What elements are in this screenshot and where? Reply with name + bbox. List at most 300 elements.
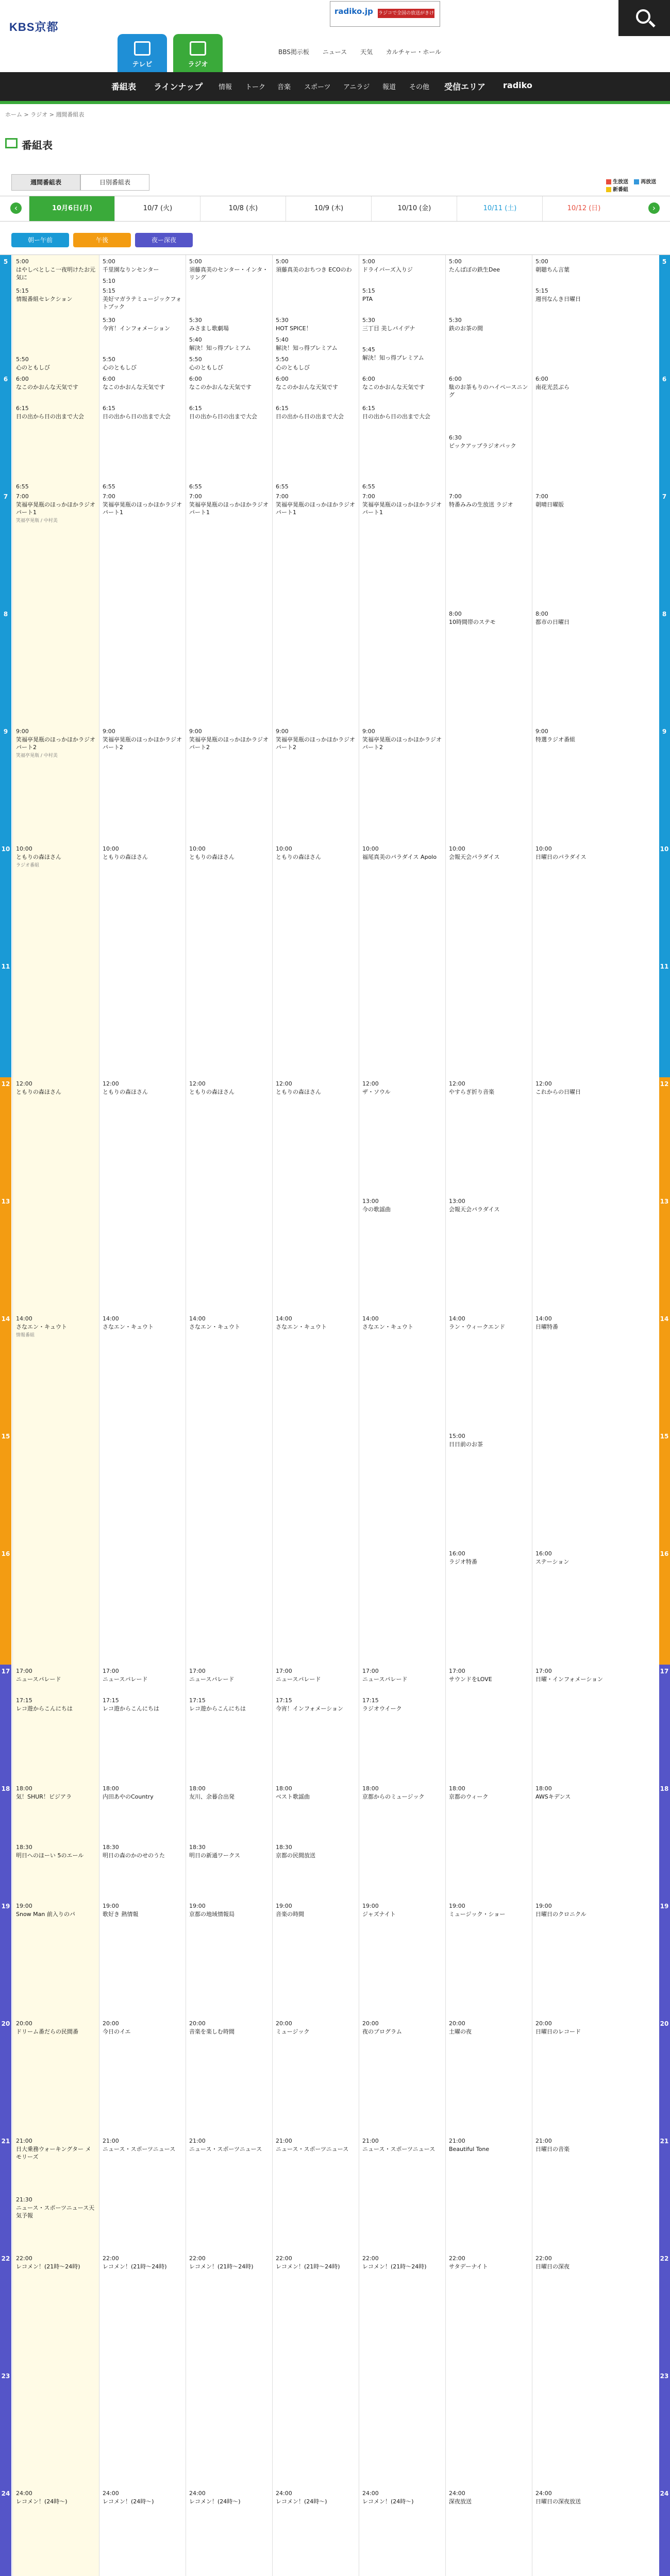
program-cell[interactable] [13, 255, 99, 285]
program-cell[interactable] [273, 1665, 359, 1694]
program-title[interactable]: 今宵！インフォメーション [276, 1705, 344, 1712]
program-title[interactable]: ミュージック・ショー [449, 1911, 506, 1918]
program-cell[interactable] [186, 372, 273, 402]
program-title[interactable]: 日の出から日の出まで大会 [276, 413, 344, 420]
program-cell[interactable] [273, 353, 359, 373]
program-title[interactable]: さなエン・キュウト [189, 1324, 240, 1330]
program-title[interactable]: ミュージック [276, 2028, 310, 2035]
program-title[interactable]: レコメン！(24時〜) [362, 2498, 414, 2505]
program-title[interactable]: ともりの森ほさん [16, 1089, 61, 1095]
program-cell[interactable] [359, 1077, 446, 1195]
program-cell[interactable] [186, 353, 273, 373]
program-cell[interactable] [13, 2487, 99, 2576]
program-title[interactable]: レコメン！(24時〜) [103, 2498, 154, 2505]
kbs-logo[interactable]: KBS京都 [9, 21, 59, 33]
program-title[interactable]: 明日へのほーい 5のエール [16, 1852, 84, 1859]
program-cell[interactable] [186, 2487, 273, 2576]
program-title[interactable]: レコメン！(24時〜) [276, 2498, 327, 2505]
program-cell[interactable] [446, 255, 532, 314]
program-cell[interactable] [13, 1312, 99, 1665]
program-cell[interactable] [273, 2134, 359, 2252]
program-title[interactable]: 笑福亭晃瓶のほっかほかラジオ パート1 [276, 501, 355, 516]
program-cell[interactable] [532, 2017, 659, 2135]
program-cell[interactable] [186, 2017, 273, 2135]
program-title[interactable]: ともりの森ほさん [189, 854, 234, 860]
program-cell[interactable] [99, 1665, 186, 1694]
program-title[interactable]: AWSキデンス [535, 1793, 571, 1800]
program-cell[interactable] [446, 2252, 532, 2487]
program-cell[interactable] [99, 1900, 186, 2018]
program-title[interactable]: 今の歌謡曲 [362, 1206, 391, 1213]
program-title[interactable]: 音楽の時間 [276, 1911, 304, 1918]
program-cell[interactable] [359, 1312, 446, 1665]
program-title[interactable]: 解決！知っ得プレミアム [276, 345, 338, 351]
program-title[interactable]: 日曜日のクロニクル [535, 1911, 587, 1918]
program-cell[interactable] [273, 333, 359, 353]
program-cell[interactable] [273, 1782, 359, 1841]
program-cell[interactable] [13, 842, 99, 1078]
program-cell[interactable] [446, 490, 532, 608]
program-title[interactable]: 須藤真美のセンター・インタ・リング [189, 266, 269, 281]
program-title[interactable]: ピックアップラジオパック [449, 443, 516, 449]
program-title[interactable]: 笑福亭晃瓶のほっかほかラジオ パート1 [16, 501, 95, 516]
program-cell[interactable] [99, 353, 186, 373]
program-title[interactable]: 日の出から日の出まで大会 [16, 413, 84, 420]
program-cell[interactable] [446, 607, 532, 843]
tab-radio[interactable] [173, 34, 223, 72]
program-title[interactable]: なこのかおんな天気です [189, 384, 252, 391]
program-title[interactable]: ともりの森ほさん [103, 1089, 148, 1095]
program-cell[interactable] [99, 1841, 186, 1900]
program-cell[interactable] [186, 1665, 273, 1694]
program-cell[interactable] [446, 1195, 532, 1313]
program-cell[interactable] [186, 314, 273, 334]
program-title[interactable]: ニュース・スポーツニュース [189, 2146, 262, 2153]
program-cell[interactable] [273, 1841, 359, 1900]
program-cell[interactable] [273, 1900, 359, 2018]
program-title[interactable]: 美好マガラテミュージックフォトブック [103, 296, 182, 310]
tab-tv[interactable] [118, 34, 167, 72]
nav-music[interactable]: 音楽 [277, 83, 291, 91]
program-title[interactable]: ニュース・スポーツニュース [362, 2146, 435, 2153]
program-cell[interactable] [532, 1312, 659, 1548]
program-cell[interactable] [446, 1312, 532, 1430]
program-cell[interactable] [446, 1782, 532, 1900]
program-title[interactable]: さなエン・キュウト [16, 1324, 67, 1330]
nav-lineup[interactable]: ラインナップ [154, 82, 203, 92]
program-cell[interactable] [13, 490, 99, 725]
program-cell[interactable] [99, 1782, 186, 1841]
program-cell[interactable] [13, 480, 99, 491]
link-bbs[interactable]: BBS掲示板 [278, 48, 309, 56]
program-title[interactable]: 日日前のお茶 [449, 1441, 483, 1448]
program-cell[interactable] [359, 255, 446, 285]
program-title[interactable]: さなエン・キュウト [362, 1324, 413, 1330]
program-cell[interactable] [359, 842, 446, 1078]
program-cell[interactable] [186, 333, 273, 353]
program-cell[interactable] [99, 255, 186, 275]
program-title[interactable]: ラン・ウィークエンド [449, 1324, 506, 1330]
program-title[interactable]: 須藤真美のおちつき ECOのわ [276, 266, 352, 273]
program-title[interactable]: レコメン！(24時〜) [189, 2498, 241, 2505]
date-cell[interactable]: 10/7 (火) [114, 196, 200, 221]
program-cell[interactable] [273, 842, 359, 1078]
program-cell[interactable] [446, 842, 532, 1078]
program-cell[interactable] [359, 1900, 446, 2018]
program-title[interactable]: 日曜日のレコード [535, 2028, 581, 2035]
program-title[interactable]: 京都の民間放送 [276, 1852, 315, 1859]
filter-afternoon-button[interactable]: 午後 [73, 233, 131, 247]
program-title[interactable]: レコメン！(21時〜24時) [362, 2263, 427, 2270]
program-title[interactable]: 今日のイエ [103, 2028, 131, 2035]
program-cell[interactable] [13, 402, 99, 481]
program-title[interactable]: なこのかおんな天気です [16, 384, 78, 391]
program-cell[interactable] [359, 725, 446, 843]
program-cell[interactable] [13, 1841, 99, 1900]
program-cell[interactable] [359, 490, 446, 725]
program-title[interactable]: 明日の森のかのせのうた [103, 1852, 165, 1859]
program-title[interactable]: 日大乗務ウォーキングター メモリーズ [16, 2146, 91, 2160]
program-cell[interactable] [99, 1077, 186, 1313]
program-cell[interactable] [532, 1077, 659, 1313]
program-cell[interactable] [359, 2134, 446, 2252]
program-title[interactable]: 日曜日のパラダイス [535, 854, 587, 860]
program-cell[interactable] [359, 480, 446, 491]
program-cell[interactable] [13, 353, 99, 373]
program-cell[interactable] [273, 1312, 359, 1665]
program-cell[interactable] [532, 372, 659, 490]
program-cell[interactable] [273, 255, 359, 314]
program-cell[interactable] [532, 1665, 659, 1783]
nav-talk[interactable]: トーク [245, 83, 266, 91]
program-title[interactable]: 会報天会パラダイス [449, 1206, 500, 1213]
program-title[interactable]: 心のともしび [276, 364, 310, 371]
program-title[interactable]: 三丁目 美しパイデナ [362, 325, 415, 332]
date-cell[interactable]: 10/9 (木) [286, 196, 372, 221]
program-cell[interactable] [186, 402, 273, 481]
program-cell[interactable] [186, 725, 273, 843]
program-title[interactable]: ニュースパレード [103, 1676, 148, 1683]
program-cell[interactable] [186, 2134, 273, 2252]
program-cell[interactable] [186, 1841, 273, 1900]
program-title[interactable]: レコメン！(24時〜) [16, 2498, 68, 2505]
program-cell[interactable] [99, 402, 186, 481]
program-title[interactable]: ニュースパレード [189, 1676, 234, 1683]
nav-sports[interactable]: スポーツ [304, 83, 331, 91]
program-cell[interactable] [532, 1782, 659, 1900]
program-cell[interactable] [99, 490, 186, 725]
program-cell[interactable] [359, 2252, 446, 2487]
program-title[interactable]: ステーション [535, 1558, 569, 1565]
tab-daily[interactable]: 日別番組表 [80, 174, 149, 191]
nav-schedule[interactable]: 番組表 [111, 82, 137, 92]
program-cell[interactable] [446, 1430, 532, 1548]
program-title[interactable]: 解決！知っ得プレミアム [189, 345, 251, 351]
program-title[interactable]: ラジオウイーク [362, 1705, 402, 1712]
program-cell[interactable] [446, 2487, 532, 2576]
filter-morning-button[interactable]: 朝ー午前 [11, 233, 69, 247]
program-title[interactable]: ニュースパレード [276, 1676, 321, 1683]
program-title[interactable]: サウンドをLOVE [449, 1676, 492, 1683]
program-cell[interactable] [13, 372, 99, 402]
program-title[interactable]: これからの日曜日 [535, 1089, 581, 1095]
program-cell[interactable] [186, 1694, 273, 1783]
program-cell[interactable] [532, 842, 659, 1078]
program-cell[interactable] [99, 1312, 186, 1665]
program-title[interactable]: 駄のお茶もりのハイペースニング [449, 384, 528, 398]
program-cell[interactable] [446, 2134, 532, 2252]
program-cell[interactable] [273, 2252, 359, 2487]
program-title[interactable]: ベスト歌謡曲 [276, 1793, 310, 1800]
program-title[interactable]: 日の出から日の出まで大会 [189, 413, 257, 420]
program-title[interactable]: さなエン・キュウト [103, 1324, 154, 1330]
program-title[interactable]: 日の出から日の出まで大会 [362, 413, 430, 420]
program-cell[interactable] [532, 284, 659, 373]
program-title[interactable]: 歌好き 熱情報 [103, 1911, 139, 1918]
next-week-button[interactable]: › [648, 202, 660, 214]
program-title[interactable]: 気！SHUR！ビジアラ [16, 1793, 72, 1800]
tab-weekly[interactable]: 週間番組表 [11, 174, 80, 191]
program-title[interactable]: ともりの森ほさん [276, 1089, 321, 1095]
program-title[interactable]: ニュース・スポーツニュース天気予報 [16, 2205, 95, 2219]
program-cell[interactable] [99, 275, 186, 285]
program-title[interactable]: 日曜特番 [535, 1324, 558, 1330]
program-title[interactable]: ニュース・スポーツニュース [103, 2146, 176, 2153]
program-cell[interactable] [273, 1077, 359, 1313]
program-title[interactable]: レコメン！(21時〜24時) [103, 2263, 167, 2270]
program-title[interactable]: サタデーナイト [449, 2263, 488, 2270]
program-cell[interactable] [186, 1782, 273, 1841]
nav-other[interactable]: その他 [409, 83, 430, 91]
program-cell[interactable] [532, 2134, 659, 2252]
program-title[interactable]: ともりの森ほさん [16, 854, 61, 860]
program-cell[interactable] [446, 1665, 532, 1783]
program-cell[interactable] [186, 1312, 273, 1665]
program-title[interactable]: 心のともしび [103, 364, 137, 371]
program-title[interactable]: ニュースパレード [16, 1676, 61, 1683]
program-title[interactable]: 笑福亭晃瓶のほっかほかラジオ パート2 [276, 736, 355, 751]
program-cell[interactable] [99, 314, 186, 353]
program-title[interactable]: 福尾真美のパラダイス Apolo [362, 854, 437, 860]
program-title[interactable]: 夜のプログラム [362, 2028, 402, 2035]
program-title[interactable]: 京都からのミュージック [362, 1793, 425, 1800]
program-title[interactable]: ともりの森ほさん [189, 1089, 234, 1095]
program-cell[interactable] [273, 1694, 359, 1783]
program-title[interactable]: ドリーム番だらの民間番 [16, 2028, 78, 2035]
prev-week-button[interactable]: ‹ [10, 202, 22, 214]
program-cell[interactable] [186, 480, 273, 491]
program-title[interactable]: レコ遊からこんにちは [16, 1705, 73, 1712]
program-cell[interactable] [186, 1900, 273, 2018]
program-title[interactable]: ラジオ特番 [449, 1558, 477, 1565]
program-title[interactable]: Snow Man 前入りのパ [16, 1911, 75, 1918]
program-title[interactable]: なこのかおんな天気です [362, 384, 425, 391]
program-title[interactable]: なこのかおんな天気です [276, 384, 338, 391]
program-cell[interactable] [13, 1665, 99, 1694]
program-cell[interactable] [273, 314, 359, 334]
program-cell[interactable] [99, 1694, 186, 1783]
program-cell[interactable] [359, 314, 446, 344]
program-cell[interactable] [532, 607, 659, 725]
program-cell[interactable] [359, 343, 446, 373]
program-cell[interactable] [532, 2487, 659, 2576]
program-cell[interactable] [359, 2487, 446, 2576]
program-title[interactable]: ニュース・スポーツニュース [276, 2146, 349, 2153]
program-cell[interactable] [13, 2252, 99, 2487]
date-cell[interactable]: 10/10 (金) [371, 196, 457, 221]
search-button[interactable] [618, 0, 670, 36]
program-cell[interactable] [13, 1900, 99, 2018]
program-title[interactable]: 10時間帯のステモ [449, 619, 496, 625]
program-title[interactable]: ザ・ソウル [362, 1089, 391, 1095]
program-title[interactable]: さなエン・キュウト [276, 1324, 327, 1330]
program-title[interactable]: 会報天会パラダイス [449, 854, 500, 860]
program-title[interactable]: 笑福亭晃瓶のほっかほかラジオ パート2 [16, 736, 95, 751]
link-news[interactable]: ニュース [322, 48, 347, 56]
program-cell[interactable] [273, 372, 359, 402]
program-title[interactable]: 音楽を楽しむ時間 [189, 2028, 234, 2035]
program-cell[interactable] [13, 284, 99, 353]
program-title[interactable]: 明日の新通ワークス [189, 1852, 240, 1859]
date-cell[interactable]: 10/8 (水) [200, 196, 286, 221]
program-title[interactable]: レコメン！(21時〜24時) [16, 2263, 80, 2270]
program-title[interactable]: 千里園なりンセンター [103, 266, 159, 273]
nav-radiko[interactable]: radiko [503, 80, 532, 90]
program-title[interactable]: 南花光芸ぶら [535, 384, 569, 391]
program-cell[interactable] [359, 402, 446, 481]
link-culture[interactable]: カルチャー・ホール [386, 48, 442, 56]
program-title[interactable]: 笑福亭晃瓶のほっかほかラジオ パート2 [189, 736, 269, 751]
program-cell[interactable] [273, 2017, 359, 2135]
program-cell[interactable] [99, 725, 186, 843]
program-title[interactable]: はやしべとしこ一夜明けたお元気に [16, 266, 95, 281]
program-title[interactable]: ドライバーズ入りジ [362, 266, 413, 273]
program-title[interactable]: 友川、余暮合出発 [189, 1793, 234, 1800]
program-cell[interactable] [186, 842, 273, 1078]
date-cell[interactable]: 10月6日(月) [29, 196, 115, 221]
program-cell[interactable] [13, 2193, 99, 2252]
program-cell[interactable] [532, 2252, 659, 2487]
program-cell[interactable] [359, 1782, 446, 1900]
program-title[interactable]: みさまし歌劇場 [189, 325, 229, 332]
program-title[interactable]: 情報番組セレクション [16, 296, 73, 302]
program-title[interactable]: レコ遊からこんにちは [189, 1705, 246, 1712]
program-title[interactable]: 都市の日曜日 [535, 619, 569, 625]
nav-info[interactable]: 情報 [219, 83, 232, 91]
program-title[interactable]: 笑福亭晃瓶のほっかほかラジオ パート1 [103, 501, 182, 516]
program-cell[interactable] [359, 1665, 446, 1694]
program-title[interactable]: 解決！知っ得プレミアム [362, 354, 424, 361]
program-cell[interactable] [532, 1900, 659, 2018]
filter-night-button[interactable]: 夜ー深夜 [135, 233, 193, 247]
program-title[interactable]: 日の出から日の出まで大会 [103, 413, 171, 420]
program-title[interactable]: 笑福亭晃瓶のほっかほかラジオ パート1 [189, 501, 269, 516]
program-cell[interactable] [99, 2487, 186, 2576]
program-cell[interactable] [273, 402, 359, 481]
program-title[interactable]: 笑福亭晃瓶のほっかほかラジオ パート2 [103, 736, 182, 751]
program-title[interactable]: 日曜・インフォメーション [535, 1676, 604, 1683]
program-title[interactable]: 鉄のお茶の間 [449, 325, 483, 332]
program-cell[interactable] [99, 2017, 186, 2135]
link-weather[interactable]: 天気 [360, 48, 373, 56]
program-cell[interactable] [532, 725, 659, 843]
program-title[interactable]: 京都の地域情報局 [189, 1911, 234, 1918]
program-title[interactable]: やすらぎ折り音楽 [449, 1089, 494, 1095]
program-cell[interactable] [13, 1782, 99, 1841]
program-cell[interactable] [532, 255, 659, 285]
program-title[interactable]: 日曜日の音楽 [535, 2146, 569, 2153]
program-title[interactable]: 朝聴ちん言葉 [535, 266, 569, 273]
program-title[interactable]: PTA [362, 296, 373, 302]
program-title[interactable]: なこのかおんな天気です [103, 384, 165, 391]
program-cell[interactable] [186, 1077, 273, 1313]
program-cell[interactable] [446, 372, 532, 432]
program-title[interactable]: 心のともしび [189, 364, 223, 371]
program-cell[interactable] [532, 490, 659, 608]
date-cell[interactable]: 10/11 (土) [457, 196, 543, 221]
program-cell[interactable] [13, 725, 99, 843]
radiko-banner[interactable] [330, 1, 440, 27]
program-title[interactable]: レコ遊からこんにちは [103, 1705, 159, 1712]
program-title[interactable]: 笑福亭晃瓶のほっかほかラジオ パート2 [362, 736, 442, 751]
program-cell[interactable] [13, 1694, 99, 1783]
program-cell[interactable] [446, 1547, 532, 1665]
program-title[interactable]: HOT SPICE！ [276, 325, 312, 332]
program-cell[interactable] [99, 372, 186, 402]
nav-anime[interactable]: アニラジ [343, 83, 370, 91]
program-title[interactable]: 深夜放送 [449, 2498, 472, 2505]
program-cell[interactable] [186, 2252, 273, 2487]
program-title[interactable]: Beautiful Tone [449, 2146, 490, 2153]
program-cell[interactable] [359, 284, 446, 314]
program-cell[interactable] [13, 2134, 99, 2194]
program-title[interactable]: 朝晴日曜版 [535, 501, 564, 508]
program-title[interactable]: レコメン！(21時〜24時) [276, 2263, 340, 2270]
program-cell[interactable] [99, 480, 186, 491]
program-cell[interactable] [446, 1077, 532, 1195]
program-cell[interactable] [273, 2487, 359, 2576]
program-cell[interactable] [273, 725, 359, 843]
program-title[interactable]: 笑福亭晃瓶のほっかほかラジオ パート1 [362, 501, 442, 516]
program-title[interactable]: ニュースパレード [362, 1676, 408, 1683]
program-cell[interactable] [186, 490, 273, 725]
program-title[interactable]: 内田あやのCountry [103, 1793, 154, 1800]
program-title[interactable]: 今宵！インフォメーション [103, 325, 171, 332]
program-title[interactable]: たんばぼの鉄生Dee [449, 266, 500, 273]
program-cell[interactable] [446, 431, 532, 490]
program-title[interactable]: 特選ラジオ番組 [535, 736, 575, 743]
program-cell[interactable] [99, 842, 186, 1078]
program-title[interactable]: 心のともしび [16, 364, 50, 371]
program-title[interactable]: ともりの森ほさん [103, 854, 148, 860]
program-title[interactable]: 週刊なんき日曜日 [535, 296, 581, 302]
nav-area[interactable]: 受信エリア [444, 82, 486, 92]
program-cell[interactable] [359, 1195, 446, 1313]
date-cell[interactable]: 10/12 (日) [542, 196, 625, 221]
program-cell[interactable] [359, 1694, 446, 1783]
program-cell[interactable] [446, 314, 532, 373]
program-cell[interactable] [446, 1900, 532, 2018]
program-cell[interactable] [273, 490, 359, 725]
program-cell[interactable] [532, 1547, 659, 1665]
program-cell[interactable] [186, 255, 273, 314]
program-title[interactable]: ジャズナイト [362, 1911, 396, 1918]
program-title[interactable]: 日曜日の深夜 [535, 2263, 569, 2270]
nav-news[interactable]: 報道 [382, 83, 396, 91]
program-cell[interactable] [13, 2017, 99, 2135]
program-cell[interactable] [359, 2017, 446, 2135]
program-cell[interactable] [13, 1077, 99, 1313]
